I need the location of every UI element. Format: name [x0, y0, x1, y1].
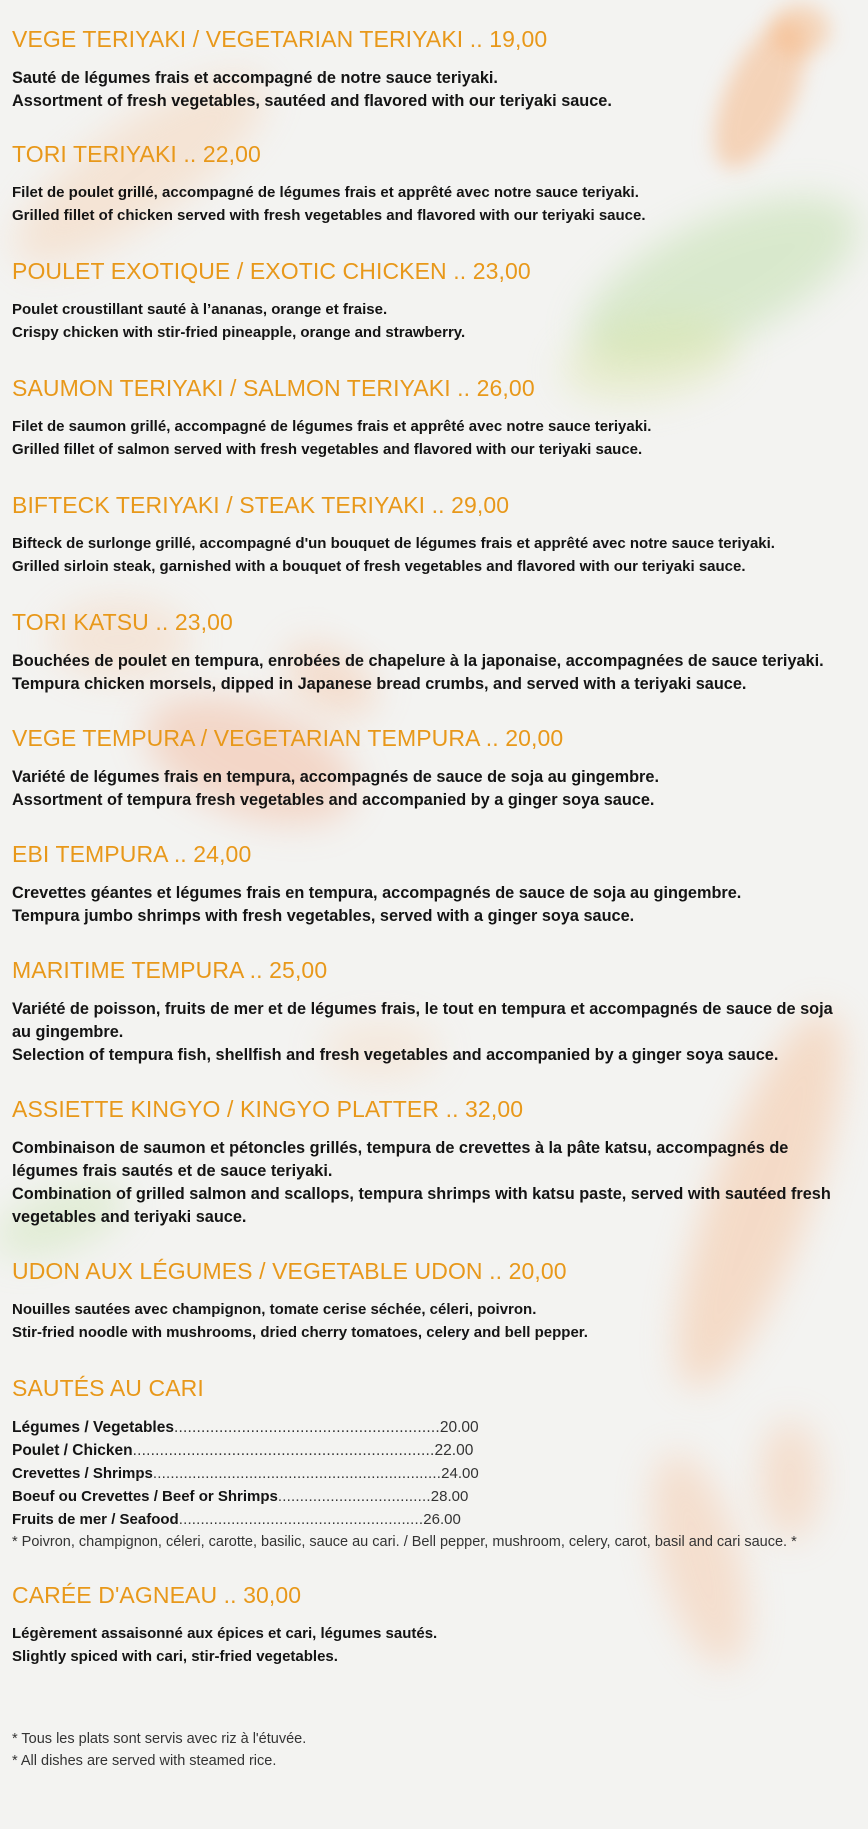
menu-item-title: UDON AUX LÉGUMES / VEGETABLE UDON .. 20,00: [12, 1258, 567, 1284]
leader-dots: ...................................................................: [132, 1442, 435, 1459]
menu-item: [12, 0, 856, 113]
menu-item-description: [12, 882, 856, 928]
description-en: Selection of tempura fish, shellfish and fresh vegetables and accompanied by a ginger soya sauce.: [12, 1046, 779, 1064]
description-fr: Variété de légumes frais en tempura, accompagnés de sauce de soja au gingembre.: [12, 768, 659, 786]
menu-item-title: VEGE TERIYAKI / VEGETARIAN TERIYAKI .. 19,00: [12, 26, 548, 52]
curry-price: 28.00: [430, 1488, 469, 1505]
menu-item: [12, 1067, 856, 1229]
menu-item-title: EBI TEMPURA .. 24,00: [12, 841, 252, 867]
description-fr: Bouchées de poulet en tempura, enrobées de chapelure à la japonaise, accompagnées de sauce teriyaki.: [12, 652, 824, 670]
description-en: Tempura jumbo shrimps with fresh vegetables, served with a ginger soya sauce.: [12, 907, 635, 925]
menu-item: [12, 1553, 856, 1668]
menu-item-title: TORI KATSU .. 23,00: [12, 609, 233, 635]
menu-item-description: [12, 67, 856, 113]
menu-item-description: [12, 650, 856, 696]
curry-price: 24.00: [441, 1465, 479, 1482]
menu-item: [12, 578, 856, 696]
curry-price-row: [12, 1462, 856, 1485]
description-en: Combination of grilled salmon and scallops, tempura shrimps with katsu paste, served with sautéed fresh vegetables and teriyaki sauce.: [12, 1185, 831, 1226]
curry-name: Fruits de mer / Seafood: [12, 1511, 179, 1528]
leader-dots: ...........................................................: [173, 1419, 440, 1436]
curry-note: * Poivron, champignon, céleri, carotte, basilic, sauce au cari. / Bell pepper, mushroom, celery, carot, basil and cari sauce. *: [12, 1534, 797, 1550]
curry-price-row: [12, 1439, 856, 1462]
description-en: Grilled sirloin steak, garnished with a bouquet of fresh vegetables and flavored with our teriyaki sauce.: [12, 557, 746, 575]
menu-item: [12, 1229, 856, 1344]
description-en: Grilled fillet of chicken served with fresh vegetables and flavored with our teriyaki sauce.: [12, 206, 646, 224]
curry-name: Légumes / Vegetables: [12, 1419, 174, 1436]
curry-price-list: [12, 1416, 856, 1553]
menu-item-description: [12, 533, 856, 578]
description-fr: Filet de poulet grillé, accompagné de légumes frais et apprêté avec notre sauce teriyaki.: [12, 184, 639, 201]
description-fr: Combinaison de saumon et pétoncles grillés, tempura de crevettes à la pâte katsu, accompagnés de légumes frais sautés et de sauce teriyaki.: [12, 1139, 789, 1180]
leader-dots: ..................................................................: [152, 1465, 442, 1482]
description-en: Assortment of fresh vegetables, sautéed and flavored with our teriyaki sauce.: [12, 92, 612, 110]
leader-dots: ...................................: [277, 1488, 431, 1505]
description-fr: Poulet croustillant sauté à l’ananas, orange et fraise.: [12, 301, 388, 318]
curry-price-row: [12, 1508, 856, 1531]
menu-item-title: SAUMON TERIYAKI / SALMON TERIYAKI .. 26,00: [12, 375, 535, 401]
menu-item-title: VEGE TEMPURA / VEGETARIAN TEMPURA .. 20,00: [12, 725, 564, 751]
menu-item-description: [12, 1137, 856, 1229]
description-fr: Variété de poisson, fruits de mer et de légumes frais, le tout en tempura et accompagnés de sauce de soja au gingembre.: [12, 1000, 833, 1041]
description-fr: Nouilles sautées avec champignon, tomate cerise séchée, céleri, poivron.: [12, 1301, 537, 1318]
menu-item-title: BIFTECK TERIYAKI / STEAK TERIYAKI .. 29,00: [12, 492, 510, 518]
menu-item-title: TORI TERIYAKI .. 22,00: [12, 141, 261, 167]
menu-item-description: [12, 182, 856, 227]
curry-price: 22.00: [434, 1442, 474, 1459]
curry-price-row: [12, 1416, 856, 1439]
description-fr: Sauté de légumes frais et accompagné de notre sauce teriyaki.: [12, 69, 498, 87]
menu-item-description: [12, 416, 856, 461]
menu-item-title: POULET EXOTIQUE / EXOTIC CHICKEN .. 23,00: [12, 258, 531, 284]
description-fr: Légèrement assaisonné aux épices et cari, légumes sautés.: [12, 1625, 438, 1642]
menu-item-title: MARITIME TEMPURA .. 25,00: [12, 957, 328, 983]
description-en: Tempura chicken morsels, dipped in Japanese bread crumbs, and served with a teriyaki sauce.: [12, 675, 747, 693]
description-fr: Filet de saumon grillé, accompagné de légumes frais et apprêté avec notre sauce teriyaki.: [12, 418, 652, 435]
description-en: Slightly spiced with cari, stir-fried vegetables.: [12, 1647, 338, 1665]
menu-item-title: ASSIETTE KINGYO / KINGYO PLATTER .. 32,00: [12, 1096, 524, 1122]
menu-item-description: [12, 766, 856, 812]
menu-item-description: [12, 1299, 856, 1344]
curry-name: Poulet / Chicken: [12, 1442, 133, 1459]
description-en: Stir-fried noodle with mushrooms, dried cherry tomatoes, celery and bell pepper.: [12, 1323, 588, 1341]
menu-item: [12, 928, 856, 1067]
curry-price-row: [12, 1485, 856, 1508]
menu-item-description: [12, 1623, 856, 1668]
menu-item: [12, 461, 856, 578]
curry-section: [12, 1344, 856, 1553]
menu-item-description: [12, 998, 856, 1067]
footer-notes: [12, 1668, 856, 1772]
footer-note-fr: * Tous les plats sont servis avec riz à l'étuvée.: [12, 1731, 307, 1747]
description-en: Assortment of tempura fresh vegetables and accompanied by a ginger soya sauce.: [12, 791, 655, 809]
description-en: Grilled fillet of salmon served with fresh vegetables and flavored with our teriyaki sauce.: [12, 440, 643, 458]
curry-price: 20.00: [439, 1419, 479, 1436]
menu-item: [12, 113, 856, 227]
curry-name: Crevettes / Shrimps: [12, 1465, 153, 1482]
menu-item: [12, 227, 856, 344]
menu-item: [12, 812, 856, 928]
description-fr: Crevettes géantes et légumes frais en tempura, accompagnés de sauce de soja au gingembre.: [12, 884, 742, 902]
curry-price: 26.00: [423, 1511, 461, 1528]
curry-section-title: SAUTÉS AU CARI: [12, 1375, 204, 1401]
menu-item-title: CARÉE D'AGNEAU .. 30,00: [12, 1582, 302, 1608]
description-en: Crispy chicken with stir-fried pineapple, orange and strawberry.: [12, 323, 466, 341]
leader-dots: ........................................................: [178, 1511, 424, 1528]
footer-note-en: * All dishes are served with steamed rice.: [12, 1753, 277, 1769]
description-fr: Bifteck de surlonge grillé, accompagné d'un bouquet de légumes frais et apprêté avec notre sauce teriyaki.: [12, 535, 775, 552]
menu-item-description: [12, 299, 856, 344]
menu-item: [12, 344, 856, 461]
curry-name: Boeuf ou Crevettes / Beef or Shrimps: [12, 1488, 278, 1505]
menu-item: [12, 696, 856, 812]
